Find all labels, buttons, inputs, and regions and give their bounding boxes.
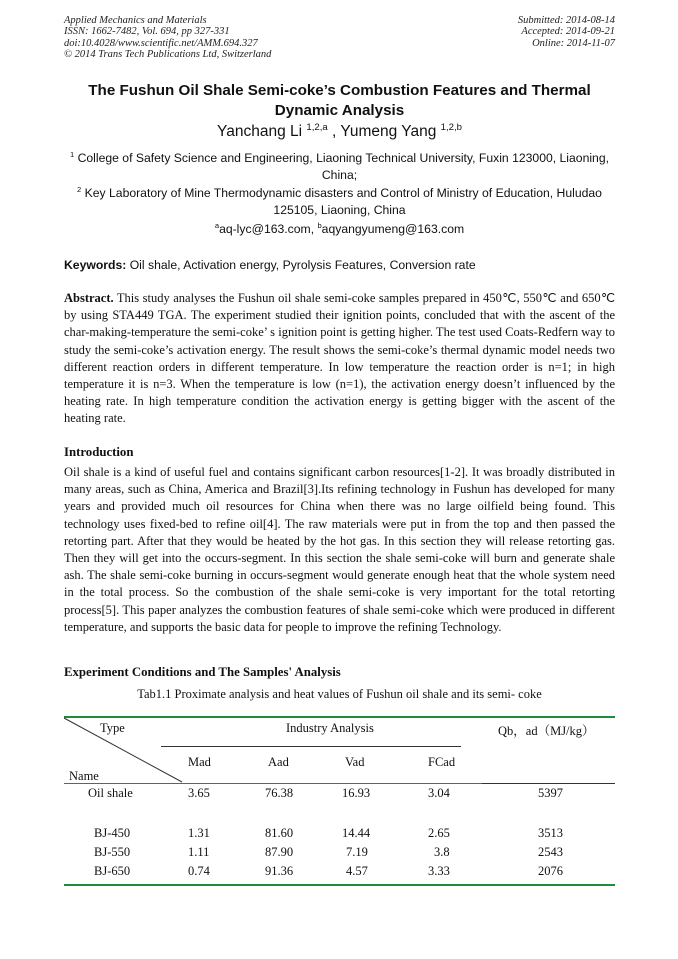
- heat-value-header: Qb，ad（MJ/kg）: [498, 724, 595, 738]
- abstract: [64, 290, 615, 428]
- table-cell: 87.90: [265, 845, 294, 859]
- email-a[interactable]: aq-lyc@163.com,: [219, 222, 318, 236]
- table-cell: 3.04: [428, 786, 450, 800]
- author-2-affiliation: 1,2,b: [440, 121, 462, 133]
- journal-copyright: © 2014 Trans Tech Publications Ltd, Switzerland: [64, 48, 272, 60]
- online-date: Online: 2014-11-07: [532, 37, 615, 49]
- journal-issn: ISSN: 1662-7482, Vol. 694, pp 327-331: [64, 26, 230, 38]
- industry-analysis-header: Industry Analysis: [286, 721, 374, 735]
- table-cell: 91.36: [265, 864, 294, 878]
- affiliation-2-line-2: 125105, Liaoning, China: [273, 202, 406, 217]
- abstract-label: Abstract.: [64, 291, 114, 305]
- table-cell: 1.31: [188, 826, 210, 840]
- column-header: Aad: [268, 755, 289, 769]
- table-cell: 2076: [538, 864, 563, 878]
- journal-info: [64, 15, 271, 60]
- table-cell: 3.33: [428, 864, 450, 878]
- proximate-analysis-table: [64, 716, 615, 888]
- introduction-heading: Introduction: [64, 445, 134, 459]
- corner-name-label: Name: [69, 769, 99, 783]
- affiliation-2-line-1: Key Laboratory of Mine Thermodynamic disasters and Control of Ministry of Education, Huludao: [84, 186, 602, 200]
- authors: [64, 122, 615, 142]
- affiliation-2-number: 2: [77, 184, 82, 194]
- keywords-label: Keywords:: [64, 258, 127, 272]
- table-bottom-rule: [64, 884, 615, 886]
- table-caption: Tab1.1 Proximate analysis and heat values of Fushun oil shale and its semi- coke: [137, 687, 542, 701]
- affiliation-1: [64, 150, 615, 183]
- heat-header-rule: [482, 783, 615, 784]
- affiliation-2: [64, 185, 615, 218]
- row-name: BJ-450: [94, 826, 131, 840]
- email-b[interactable]: aqyangyumeng@163.com: [321, 222, 465, 236]
- journal-doi: doi:10.4028/www.scientific.net/AMM.694.327: [64, 37, 258, 49]
- submitted-date: Submitted: 2014-08-14: [517, 15, 615, 26]
- accepted-date: Accepted: 2014-09-21: [521, 26, 615, 38]
- keywords-text: Oil shale, Activation energy, Pyrolysis Features, Conversion rate: [126, 258, 476, 272]
- title-line-1: The Fushun Oil Shale Semi-coke’s Combustion Features and Thermal: [88, 82, 591, 99]
- affiliation-1-line-2: China;: [321, 167, 358, 182]
- abstract-text: This study analyses the Fushun oil shale semi-coke samples prepared in 450℃, 550℃ and 650℃ by using STA449 TGA. The experiment studied their ignition points, concluded that with the ascent of the char-making-temperature the semi-coke’ s ignition point is getting higher. The test used Coats-Redfern way to study the semi-coke’s activation energy. The result shows the semi-coke’s thermal dynamic model needs two different reaction orders in different temperature. In low temperature the reaction order is n=1; in high temperature it is n=3. When the temperature is low (n=1), the activation energy doesn’t influenced by the heating rate. In high temperature condition the activation energy is getting bigger with the ascent of the heating rate.: [64, 291, 615, 426]
- table-cell: 5397: [538, 786, 563, 800]
- table-cell: 1.11: [188, 845, 210, 859]
- group-header-rule: [161, 746, 461, 747]
- table-cell: 81.60: [265, 826, 294, 840]
- title-line-2: Dynamic Analysis: [274, 102, 405, 119]
- author-2: Yumeng Yang: [340, 123, 437, 140]
- introduction-text: Oil shale is a kind of useful fuel and contains significant carbon resources[1-2]. It was broadly distributed in many areas, such as China, America and Brazil[3].Its refining technology in Fushun has developed for many years and provided much oil resources for China when there was no large oilfield being found. This technology uses fixed-bed to refine oil[4]. The raw materials were put in from the top and then passed the retorting part. After that they would be heated by the hot gas. In this section they will release retorting gas. Then they will get into the occurs-segment. In this section the shale semi-coke will burn and generate shale ash. The shale semi-coke burning in occurs-segment would generate enough heat that the whole system need in the total process. So the combustion of the shale semi-coke is very important for the total retorting process[5]. This paper analyzes the combustion features of shale semi-coke which were produced in different temperature, and supports the basic data for people to improve the refining Technology.: [64, 465, 615, 634]
- table-cell: 16.93: [342, 786, 371, 800]
- experiment-heading: Experiment Conditions and The Samples' Analysis: [64, 665, 341, 679]
- author-1-affiliation: 1,2,a: [306, 121, 328, 133]
- table-cell: 3.8: [434, 845, 450, 859]
- table-cell: 2.65: [428, 826, 450, 840]
- publication-dates: [518, 15, 615, 49]
- affiliation-1-number: 1: [70, 149, 75, 159]
- author-1: Yanchang Li: [217, 123, 303, 140]
- table-cell: 2543: [538, 845, 563, 859]
- table-cell: 7.19: [346, 845, 368, 859]
- email-b-marker: b: [317, 220, 322, 230]
- table-cell: 4.57: [346, 864, 368, 878]
- table-cell: 3.65: [188, 786, 210, 800]
- row-name: BJ-550: [94, 845, 131, 859]
- row-name: Oil shale: [88, 786, 133, 800]
- table-cell: 0.74: [188, 864, 210, 878]
- journal-name: Applied Mechanics and Materials: [64, 15, 207, 26]
- row-name: BJ-650: [94, 864, 131, 878]
- column-header: Mad: [188, 755, 211, 769]
- table-cell: 3513: [538, 826, 563, 840]
- affiliation-1-line-1: College of Safety Science and Engineering, Liaoning Technical University, Fuxin 123000, Liaoning,: [77, 151, 609, 165]
- corner-type-label: Type: [100, 721, 125, 735]
- column-header: Vad: [345, 755, 365, 769]
- paper-title: [64, 81, 615, 121]
- keywords: [64, 257, 615, 273]
- table-cell: 76.38: [265, 786, 294, 800]
- email-a-marker: a: [214, 220, 220, 230]
- author-emails: [64, 221, 615, 237]
- table-cell: 14.44: [342, 826, 371, 840]
- column-header: FCad: [428, 755, 456, 769]
- author-separator: ,: [327, 123, 341, 140]
